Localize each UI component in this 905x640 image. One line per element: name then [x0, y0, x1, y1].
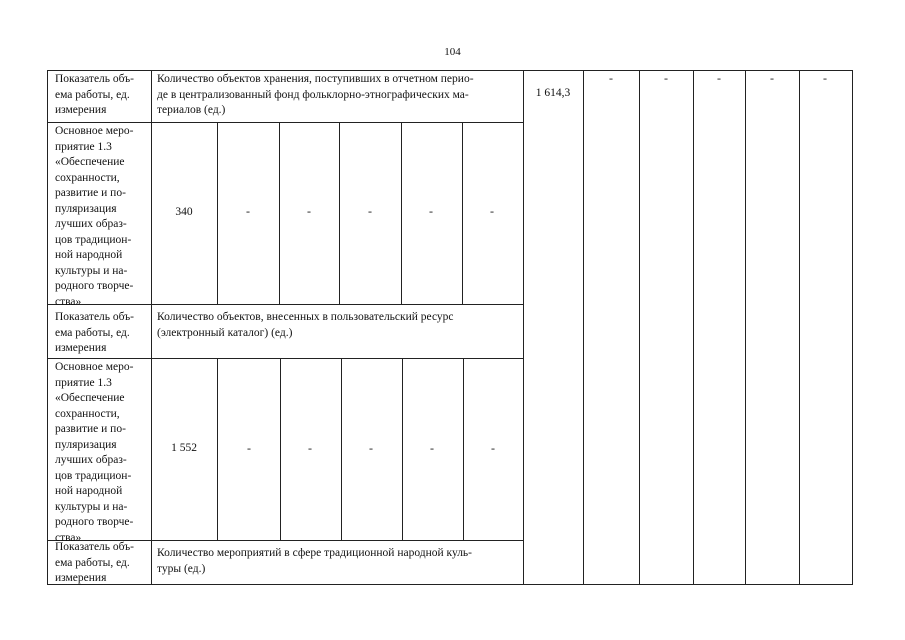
grid-line	[583, 70, 584, 585]
empty-value-dash: -	[609, 71, 613, 85]
grid-line	[341, 358, 342, 540]
empty-value-dash: -	[717, 71, 721, 85]
empty-value-dash: -	[430, 441, 434, 455]
row-label: Основное меро- приятие 1.3 «Обеспечение сохранности, развитие и по- пуляризация лучших образ- цов традицион- ной народной культуры и на- родного творче- ства»	[55, 361, 134, 544]
grid-line	[745, 70, 746, 585]
empty-value-dash: -	[246, 204, 250, 218]
empty-value-dash: -	[369, 441, 373, 455]
empty-value-dash: -	[490, 204, 494, 218]
row-description: Количество объектов, внесенных в пользовательский ресурс (электронный каталог) (ед.)	[157, 311, 454, 339]
row-label: Основное меро- приятие 1.3 «Обеспечение сохранности, развитие и по- пуляризация лучших образ- цов традицион- ной народной культуры и на- родного творче- ства»	[55, 125, 134, 308]
grid-line	[401, 122, 402, 304]
row-value: 1 552	[171, 442, 197, 454]
empty-value-dash: -	[664, 71, 668, 85]
empty-value-dash: -	[429, 204, 433, 218]
grid-line	[280, 358, 281, 540]
grid-line	[47, 70, 853, 71]
row-description: Количество объектов хранения, поступивших в отчетном перио- де в централизованный фонд фольклорно-этнографических ма- териалов (ед.)	[157, 73, 474, 116]
grid-line	[47, 358, 523, 359]
grid-line	[339, 122, 340, 304]
row-label: Показатель объ- ема работы, ед. измерения	[55, 311, 135, 354]
grid-line	[799, 70, 800, 585]
grid-line	[47, 584, 853, 585]
grid-line	[217, 122, 218, 304]
grid-line	[639, 70, 640, 585]
total-value: 1 614,3	[535, 87, 571, 99]
page-number: 104	[444, 46, 461, 58]
empty-value-dash: -	[247, 441, 251, 455]
empty-value-dash: -	[307, 204, 311, 218]
row-value: 340	[175, 206, 193, 218]
grid-line	[151, 70, 152, 585]
grid-line	[47, 122, 523, 123]
empty-value-dash: -	[368, 204, 372, 218]
grid-line	[523, 70, 524, 585]
empty-value-dash: -	[823, 71, 827, 85]
empty-value-dash: -	[308, 441, 312, 455]
empty-value-dash: -	[491, 441, 495, 455]
grid-line	[852, 70, 853, 585]
grid-line	[279, 122, 280, 304]
grid-line	[217, 358, 218, 540]
row-label: Показатель объ- ема работы, ед. измерения	[55, 541, 135, 584]
row-label: Показатель объ- ема работы, ед. измерения	[55, 73, 135, 116]
empty-value-dash: -	[770, 71, 774, 85]
grid-line	[693, 70, 694, 585]
grid-line	[462, 122, 463, 304]
grid-line	[463, 358, 464, 540]
grid-line	[402, 358, 403, 540]
row-description: Количество мероприятий в сфере традиционной народной куль- туры (ед.)	[157, 547, 473, 575]
grid-line	[47, 70, 48, 585]
